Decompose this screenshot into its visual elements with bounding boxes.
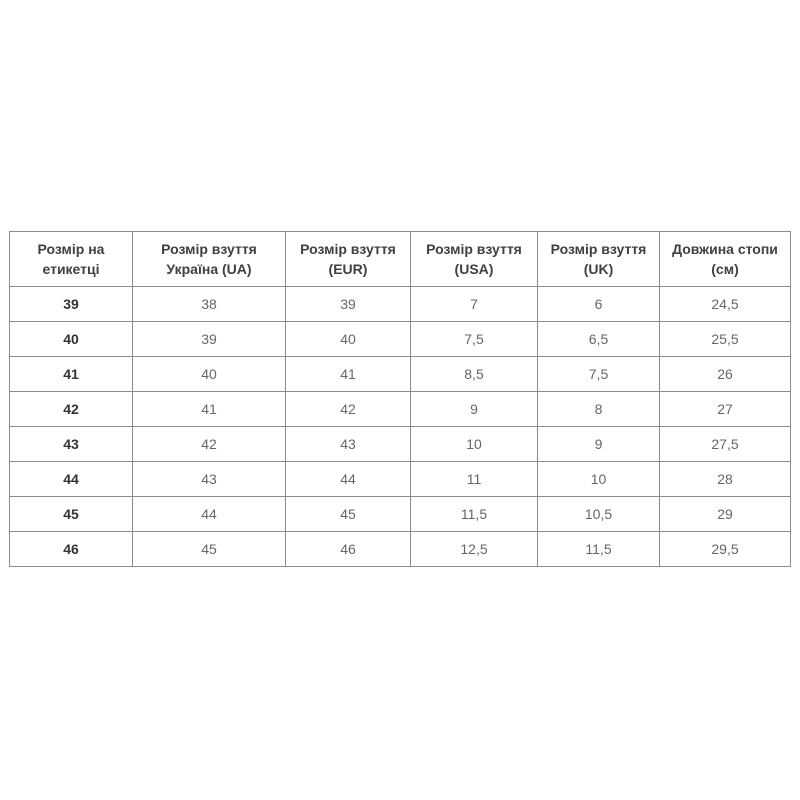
table-row [10, 497, 791, 532]
row-label-cell: 42 [10, 392, 133, 427]
table-row [10, 357, 791, 392]
table-row [10, 322, 791, 357]
data-cell: 43 [286, 427, 411, 462]
data-cell: 42 [133, 427, 286, 462]
data-cell: 41 [133, 392, 286, 427]
header-cell-eur-size: Розмір взуття (EUR) [286, 232, 411, 287]
data-cell: 45 [133, 532, 286, 567]
data-cell: 7 [411, 287, 538, 322]
data-cell: 38 [133, 287, 286, 322]
data-cell: 9 [411, 392, 538, 427]
data-cell: 39 [133, 322, 286, 357]
data-cell: 43 [133, 462, 286, 497]
table-row [10, 462, 791, 497]
data-cell: 44 [133, 497, 286, 532]
data-cell: 40 [286, 322, 411, 357]
header-cell-foot-length: Довжина стопи (см) [660, 232, 791, 287]
data-cell: 39 [286, 287, 411, 322]
data-cell: 45 [286, 497, 411, 532]
data-cell: 7,5 [411, 322, 538, 357]
data-cell: 6 [538, 287, 660, 322]
data-cell: 11,5 [411, 497, 538, 532]
data-cell: 9 [538, 427, 660, 462]
header-cell-label-size: Розмір на етикетці [10, 232, 133, 287]
data-cell: 42 [286, 392, 411, 427]
table-body [10, 287, 791, 567]
table-row [10, 532, 791, 567]
data-cell: 10 [538, 462, 660, 497]
row-label-cell: 43 [10, 427, 133, 462]
table-row [10, 287, 791, 322]
header-cell-uk-size: Розмір взуття (UK) [538, 232, 660, 287]
data-cell: 46 [286, 532, 411, 567]
data-cell: 12,5 [411, 532, 538, 567]
data-cell: 29 [660, 497, 791, 532]
data-cell: 27,5 [660, 427, 791, 462]
data-cell: 41 [286, 357, 411, 392]
data-cell: 44 [286, 462, 411, 497]
data-cell: 11 [411, 462, 538, 497]
row-label-cell: 46 [10, 532, 133, 567]
row-label-cell: 40 [10, 322, 133, 357]
row-label-cell: 39 [10, 287, 133, 322]
data-cell: 28 [660, 462, 791, 497]
header-cell-usa-size: Розмір взуття (USA) [411, 232, 538, 287]
data-cell: 11,5 [538, 532, 660, 567]
header-cell-ua-size: Розмір взуття Україна (UA) [133, 232, 286, 287]
table-row [10, 392, 791, 427]
data-cell: 25,5 [660, 322, 791, 357]
table-row [10, 427, 791, 462]
data-cell: 40 [133, 357, 286, 392]
data-cell: 29,5 [660, 532, 791, 567]
data-cell: 7,5 [538, 357, 660, 392]
data-cell: 27 [660, 392, 791, 427]
data-cell: 10,5 [538, 497, 660, 532]
data-cell: 24,5 [660, 287, 791, 322]
row-label-cell: 45 [10, 497, 133, 532]
data-cell: 8,5 [411, 357, 538, 392]
table-header-row [10, 232, 791, 287]
data-cell: 8 [538, 392, 660, 427]
size-conversion-table [9, 231, 791, 567]
data-cell: 6,5 [538, 322, 660, 357]
row-label-cell: 41 [10, 357, 133, 392]
data-cell: 10 [411, 427, 538, 462]
data-cell: 26 [660, 357, 791, 392]
row-label-cell: 44 [10, 462, 133, 497]
